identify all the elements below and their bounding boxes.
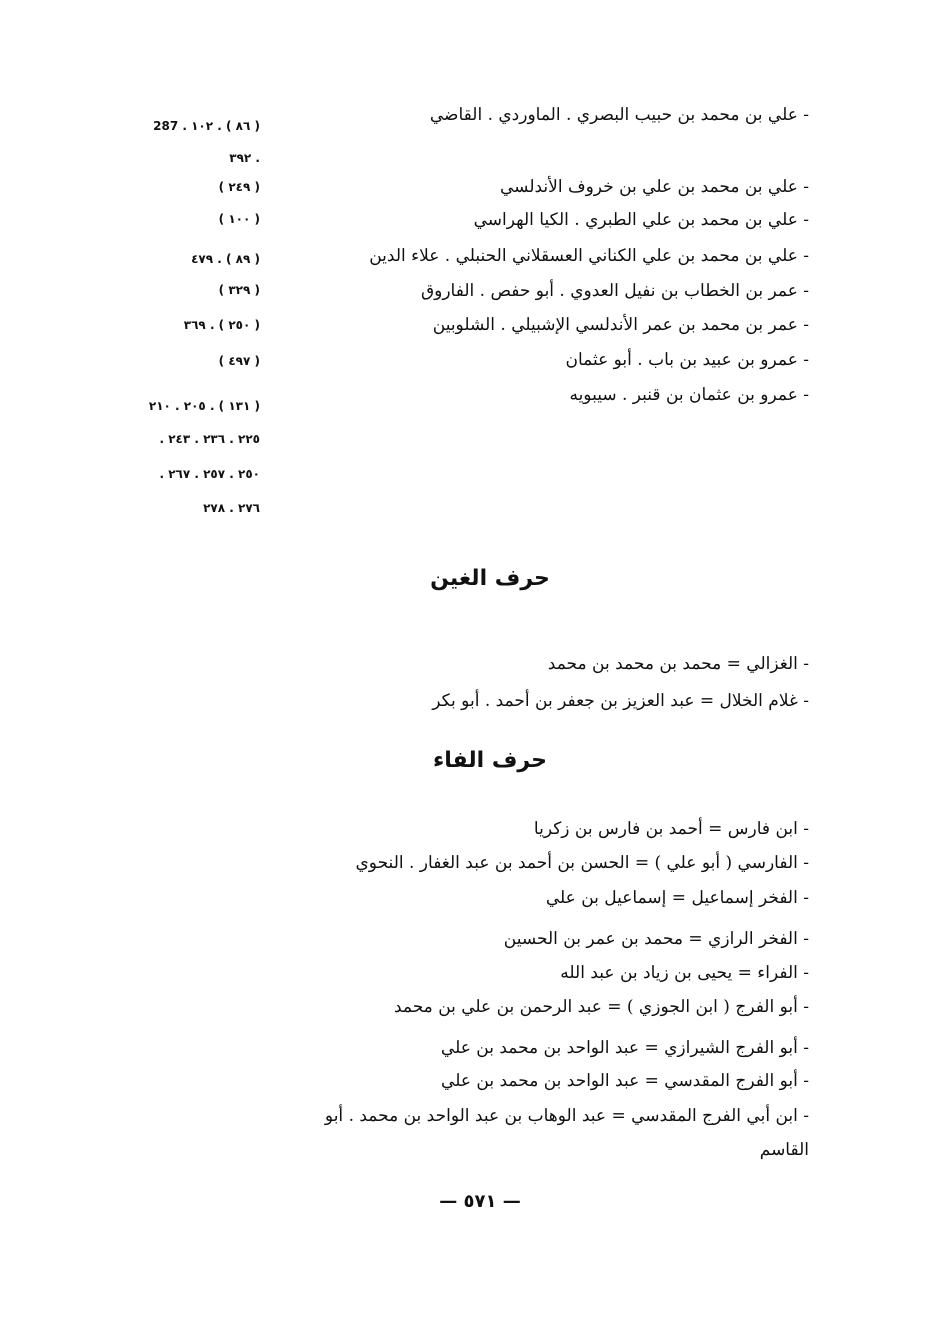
- index-entry: - علي بن محمد بن علي بن خروف الأندلسي: [499, 177, 809, 197]
- page-reference: ( ٨٦ ) . ١٠٢ . 287: [153, 119, 260, 133]
- index-entry: - أبو الفرج المقدسي = عبد الواحد بن محمد بن علي: [441, 1071, 809, 1091]
- page-reference: ( ١٣١ ) . ٢٠٥ . ٢١٠: [148, 399, 260, 413]
- index-entry: - عمر بن الخطاب بن نفيل العدوي . أبو حفص . الفاروق: [420, 281, 809, 301]
- page-reference: ( ٣٢٩ ): [218, 283, 260, 297]
- index-entry: - علي بن محمد بن حبيب البصري . الماوردي . القاضي: [429, 105, 809, 125]
- index-entry: - عمرو بن عبيد بن باب . أبو عثمان: [565, 350, 809, 370]
- page-reference: . ٣٩٢: [229, 151, 260, 165]
- index-entry: - الفخر إسماعيل = إسماعيل بن علي: [545, 888, 809, 908]
- index-entry: - الغزالي = محمد بن محمد بن محمد: [547, 654, 809, 674]
- page-reference: ٢٢٥ . ٢٣٦ . ٢٤٣ .: [159, 432, 260, 446]
- index-entry: - علي بن محمد بن علي الطبري . الكيا الهراسي: [473, 210, 809, 230]
- section-heading-ghain: حرف الغين: [430, 566, 550, 591]
- index-entry: - أبو الفرج الشيرازي = عبد الواحد بن محمد بن علي: [440, 1038, 809, 1058]
- page-reference: ٢٧٦ . ٢٧٨: [203, 501, 260, 515]
- page-reference: ( ١٠٠ ): [218, 212, 260, 226]
- index-entry: - ابن أبي الفرج المقدسي = عبد الوهاب بن عبد الواحد بن محمد . أبو القاسم: [324, 1106, 809, 1160]
- page-reference: ( ٨٩ ) . ٤٧٩: [191, 252, 260, 266]
- page-reference: ( ٤٩٧ ): [218, 354, 260, 368]
- index-entry: - الفخر الرازي = محمد بن عمر بن الحسين: [503, 929, 809, 949]
- page-reference: ( ٢٥٠ ) . ٣٦٩: [183, 318, 260, 332]
- page-reference: ( ٢٤٩ ): [218, 180, 260, 194]
- index-entry: - عمرو بن عثمان بن قنبر . سيبويه: [569, 385, 809, 405]
- page-number: — ٥٧١ —: [439, 1191, 521, 1212]
- index-entry: - عمر بن محمد بن عمر الأندلسي الإشبيلي . الشلوبين: [432, 315, 809, 335]
- section-heading-fa: حرف الفاء: [433, 748, 547, 773]
- index-entry: - الفراء = يحيى بن زياد بن عبد الله: [560, 963, 809, 983]
- index-entry: - الفارسي ( أبو علي ) = الحسن بن أحمد بن عبد الغفار . النحوي: [355, 853, 809, 873]
- index-entry: - غلام الخلال = عبد العزيز بن جعفر بن أحمد . أبو بكر: [432, 691, 809, 711]
- index-entry: - أبو الفرج ( ابن الجوزي ) = عبد الرحمن بن علي بن محمد: [393, 997, 809, 1017]
- page-reference: ٢٥٠ . ٢٥٧ . ٢٦٧ .: [159, 467, 260, 481]
- index-entry: - ابن فارس = أحمد بن فارس بن زكريا: [533, 819, 809, 839]
- index-entry: - علي بن محمد بن علي الكناني العسقلاني الحنبلي . علاء الدين: [369, 246, 809, 266]
